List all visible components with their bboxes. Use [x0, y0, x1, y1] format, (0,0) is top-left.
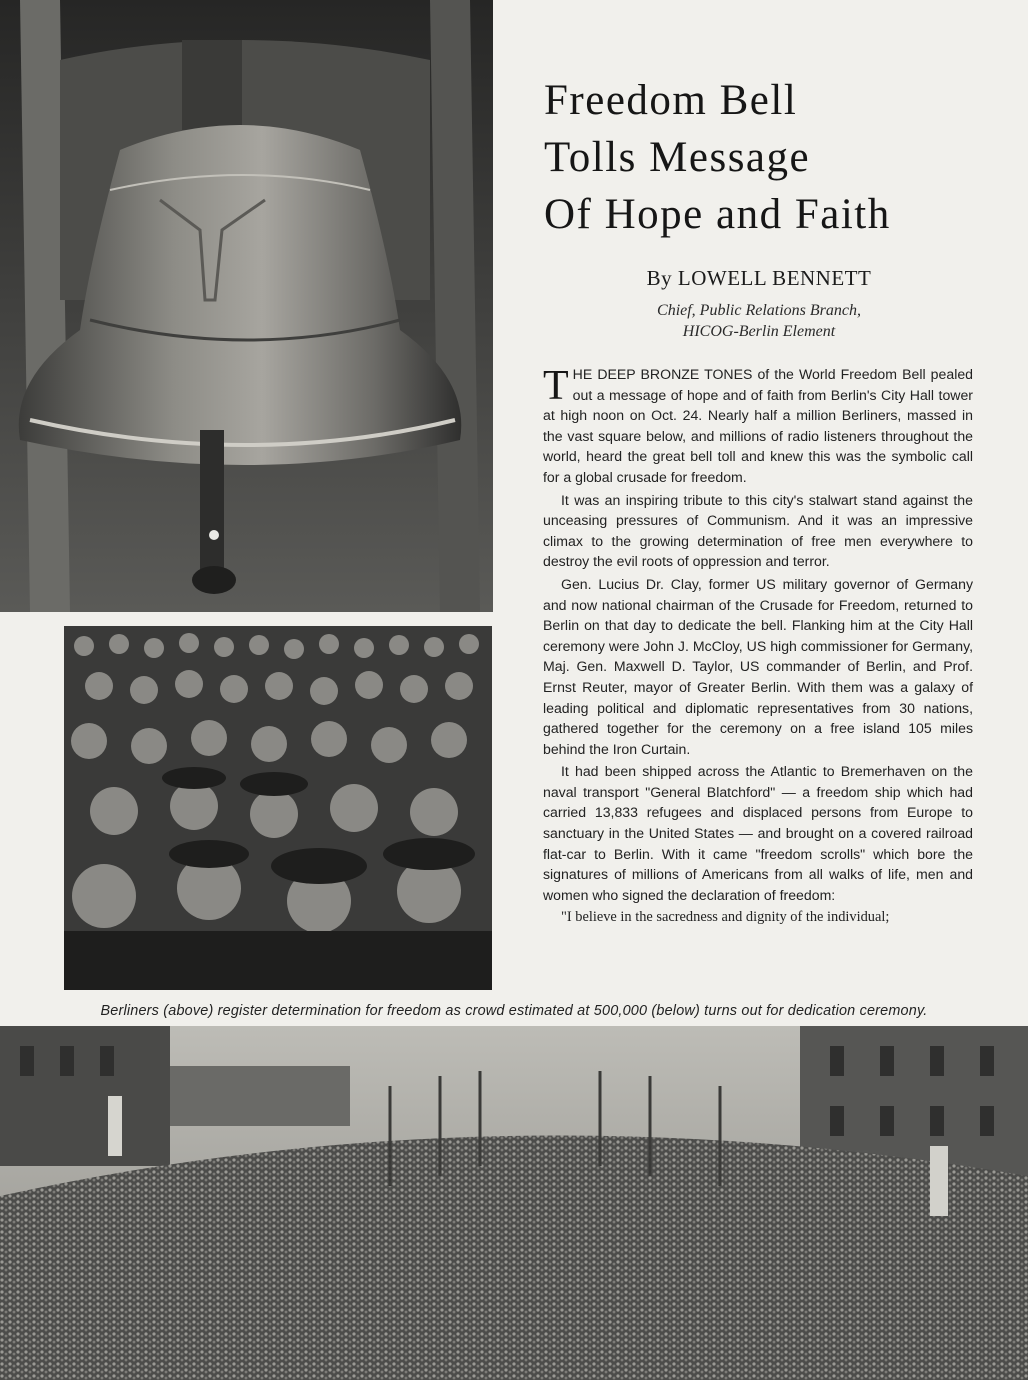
paragraph-1-text: HE DEEP BRONZE TONES of the World Freedom Bell pealed out a message of hope and of faith from Berlin's City Hall tower at high noon on Oct. 24. Nearly half a million Berliners, massed in the vast square below, and millions of radio listeners throughout the world, heard the great bell toll and knew this was the symbolic call for a global crusade for freedom. — [543, 366, 973, 485]
berliners-crowd-photo — [64, 626, 492, 990]
paragraph-4: It had been shipped across the Atlantic to Bremerhaven on the naval transport "General Blatchford" — a freedom ship which had carried 13,833 refugees and displaced persons from Europe to sanctuary in the United States — and brought on a covered railroad flat-car to Berlin. With it came "freedom scrolls" which bore the signatures of millions of Americans from all walks of life, men and women who signed the declaration of freedom: — [543, 763, 973, 903]
quote-line: "I believe in the sacredness and dignity of the individual; — [561, 909, 890, 926]
photo-caption: Berliners (above) register determination for freedom as crowd estimated at 500,000 (below) turns out for dedication ceremony. — [100, 1003, 928, 1019]
title-line-2: Tolls Message — [544, 134, 811, 181]
author-role — [544, 300, 974, 342]
author-role-line-2: HICOG-Berlin Element — [682, 323, 836, 340]
paragraph-3: Gen. Lucius Dr. Clay, former US military governor of Germany and now national chairman of the Crusade for Freedom, returned to Berlin on that day to dedicate the bell. Flanking him at the City Hall ceremony were John J. McCloy, US high commissioner for Germany, Maj. Gen. Maxwell D. Taylor, US commander of Berlin, and Prof. Ernst Reuter, mayor of Greater Berlin. With them was a galaxy of leading political and diplomatic representatives from 30 nations, gathered together for the ceremony on a free island 105 miles behind the Iron Curtain. — [543, 575, 973, 757]
drop-cap: T — [543, 363, 569, 409]
paragraph-2: It was an inspiring tribute to this city's stalwart stand against the unceasing pressures of Communism. And it was an impressive climax to the growing determination of free men everywhere to destroy the evil roots of oppression and terror. — [543, 491, 973, 570]
city-hall-square-crowd-photo — [0, 1026, 1028, 1380]
title-line-1: Freedom Bell — [544, 77, 798, 124]
article-body — [543, 364, 973, 930]
byline: By LOWELL BENNETT — [646, 266, 872, 290]
freedom-bell-photo — [0, 0, 493, 612]
author-role-line-1: Chief, Public Relations Branch, — [657, 302, 861, 319]
paragraph-1 — [543, 364, 973, 488]
title-line-3: Of Hope and Faith — [544, 191, 891, 238]
article-title — [544, 72, 1014, 243]
